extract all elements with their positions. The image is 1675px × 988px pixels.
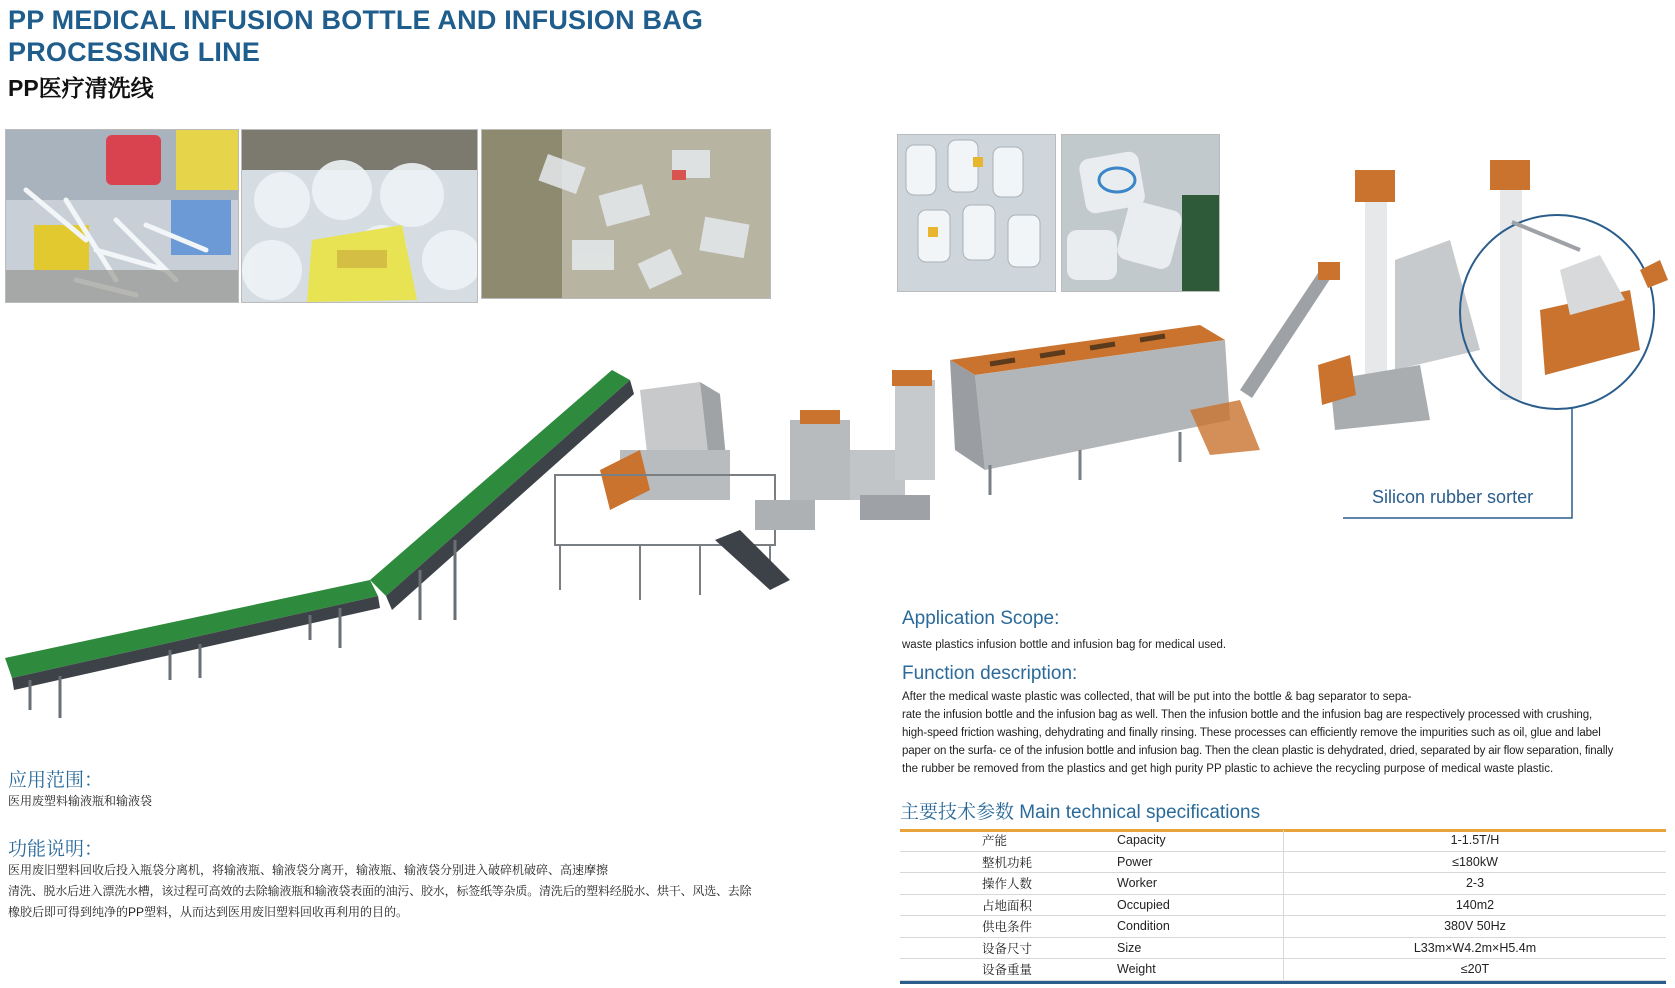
spec-row — [900, 959, 1666, 981]
spec-en-label: Occupied — [1082, 894, 1284, 916]
cn-application-heading: 应用范围： — [8, 770, 104, 791]
application-scope-text: waste plastics infusion bottle and infusion bag for medical used. — [902, 639, 1227, 651]
spec-value: 380V 50Hz — [1284, 916, 1667, 938]
cn-function-line: 医用废旧塑料回收后投入瓶袋分离机，将输液瓶、输液袋分离开，输液瓶、输液袋分别进入破碎机破碎、高速摩擦 — [8, 863, 609, 877]
spec-en-label: Power — [1082, 851, 1284, 873]
crusher-and-washer — [755, 370, 935, 530]
processing-line-illustration — [0, 150, 1675, 730]
spec-value: 140m2 — [1284, 894, 1667, 916]
silicon-rubber-sorter — [1460, 215, 1668, 409]
function-line: high-speed friction washing, dehydrating and finally rinsing. These processes can efficiently remove the impurities such as oil, glue and label — [902, 727, 1601, 739]
spec-en-label: Weight — [1082, 959, 1284, 981]
cn-application-text: 医用废塑料输液瓶和输液袋 — [8, 794, 153, 808]
specs-table — [900, 830, 1666, 981]
function-line: the rubber be removed from the plastics and get high purity PP plastic to achieve the recycling purpose of medical waste plastic. — [902, 763, 1554, 775]
spec-value: L33m×W4.2m×H5.4m — [1284, 937, 1667, 959]
spec-cn-label: 设备尺寸 — [900, 937, 1082, 959]
spec-cn-label: 整机功耗 — [900, 851, 1082, 873]
spec-cn-label: 产能 — [900, 830, 1082, 851]
cn-function-text — [8, 860, 788, 923]
spec-row — [900, 851, 1666, 873]
specs-bottom-rule — [900, 981, 1666, 984]
function-description-text — [902, 688, 1670, 778]
cn-function-line: 清洗、脱水后进入漂洗水槽，该过程可高效的去除输液瓶和输液袋表面的油污、胶水，标签纸等杂质。清洗后的塑料经脱水、烘干、风选、去除 — [8, 884, 752, 898]
page-title: PP MEDICAL INFUSION BOTTLE AND INFUSION BAG PROCESSING LINE — [8, 5, 704, 67]
spec-cn-label: 占地面积 — [900, 894, 1082, 916]
spec-cn-label: 供电条件 — [900, 916, 1082, 938]
spec-value: 1-1.5T/H — [1284, 830, 1667, 851]
cn-function-heading: 功能说明： — [8, 839, 104, 860]
spec-row — [900, 873, 1666, 895]
spec-en-label: Capacity — [1082, 830, 1284, 851]
page-subtitle-cn: PP医疗清洗线 — [8, 75, 154, 101]
spec-cn-label: 操作人数 — [900, 873, 1082, 895]
spec-value: 2-3 — [1284, 873, 1667, 895]
function-line: rate the infusion bottle and the infusion bag as well. Then the infusion bottle and the infusion bag are respectively processed with crushing, — [902, 709, 1593, 721]
cn-function-line: 橡胶后即可得到纯净的PP塑料，从而达到医用废旧塑料回收再利用的目的。 — [8, 905, 409, 919]
application-scope-heading: Application Scope: — [902, 608, 1060, 629]
specs-heading: 主要技术参数 Main technical specifications — [900, 802, 1261, 823]
spec-cn-label: 设备重量 — [900, 959, 1082, 981]
sorter-callout-label: Silicon rubber sorter — [1372, 487, 1534, 507]
function-line: paper on the surfa- ce of the infusion bottle and infusion bag. Then the clean plastic is dehydrated, dried, separated by air flow separation, finally — [902, 745, 1614, 757]
spec-row — [900, 916, 1666, 938]
spec-en-label: Worker — [1082, 873, 1284, 895]
inclined-conveyor — [370, 370, 634, 620]
spec-row — [900, 830, 1666, 851]
function-description-heading: Function description: — [902, 663, 1078, 684]
feed-conveyor — [5, 580, 380, 718]
spec-value: ≤180kW — [1284, 851, 1667, 873]
rinsing-tank — [950, 325, 1260, 495]
spec-en-label: Size — [1082, 937, 1284, 959]
spec-value: ≤20T — [1284, 959, 1667, 981]
function-line: After the medical waste plastic was collected, that will be put into the bottle & bag separator to sepa- — [902, 691, 1412, 703]
spec-en-label: Condition — [1082, 916, 1284, 938]
spec-row — [900, 894, 1666, 916]
spec-row — [900, 937, 1666, 959]
